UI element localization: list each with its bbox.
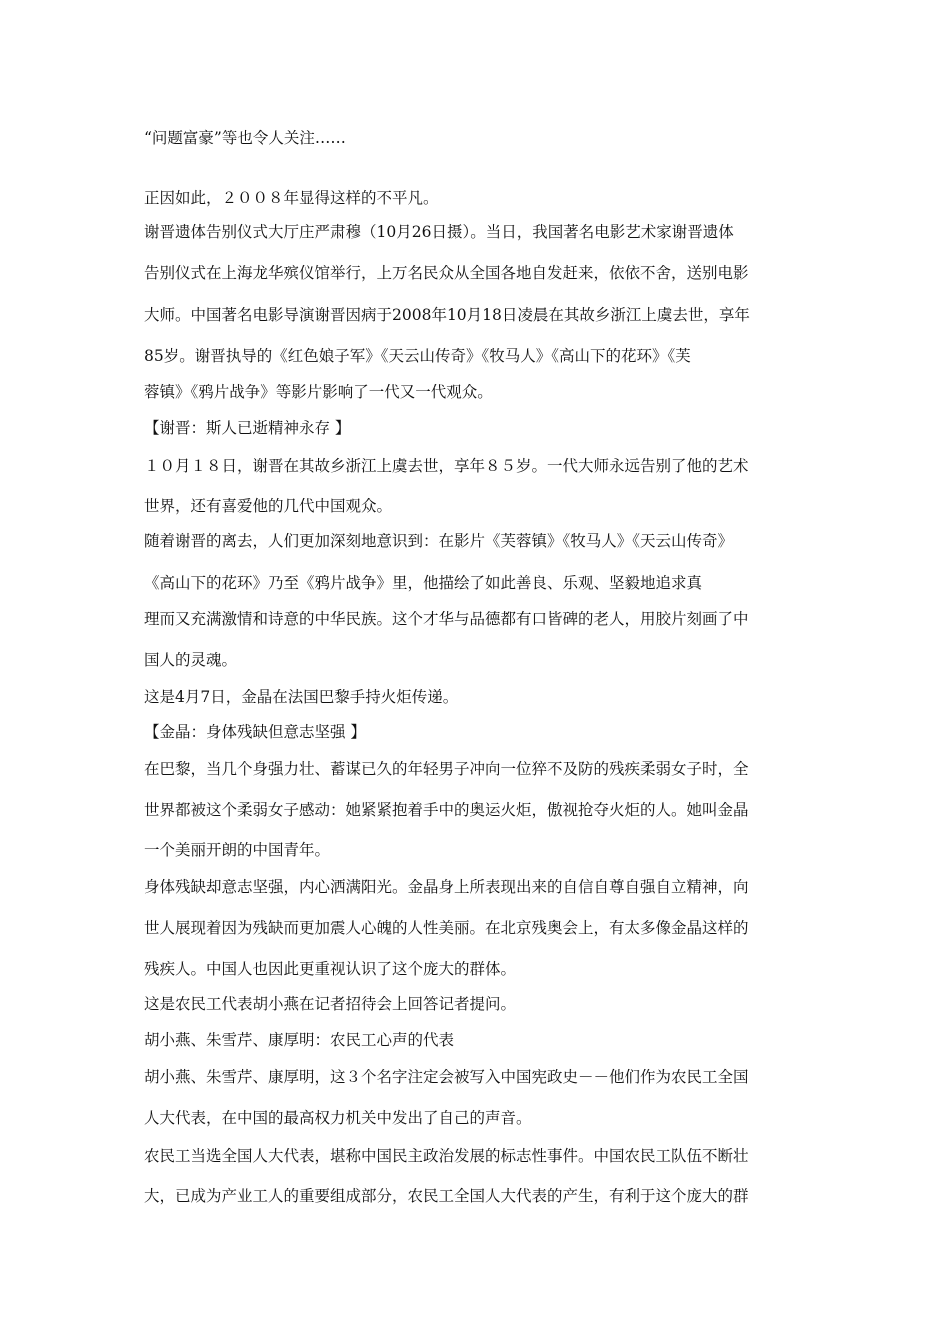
text-line: 85岁。谢晋执导的《红色娘子军》《天云山传奇》《牧马人》《高山下的花环》《芙 <box>144 347 691 365</box>
text-line: 谢晋遗体告别仪式大厅庄严肃穆（10月26日摄）。当日，我国著名电影艺术家谢晋遗体 <box>144 223 734 241</box>
text-line: 农民工当选全国人大代表，堪称中国民主政治发展的标志性事件。中国农民工队伍不断壮 <box>144 1147 749 1165</box>
text-line: 随着谢晋的离去，人们更加深刻地意识到：在影片《芙蓉镇》《牧马人》《天云山传奇》 <box>144 532 734 550</box>
text-line: 《高山下的花环》乃至《鸦片战争》里，他描绘了如此善良、乐观、坚毅地追求真 <box>144 574 703 592</box>
text-line: 这是4月7日，金晶在法国巴黎手持火炬传递。 <box>144 688 459 706</box>
text-line: “问题富豪”等也令人关注…… <box>144 129 346 147</box>
text-line: 身体残缺却意志坚强，内心洒满阳光。金晶身上所表现出来的自信自尊自强自立精神，向 <box>144 878 749 896</box>
text-line: 大，已成为产业工人的重要组成部分，农民工全国人大代表的产生，有利于这个庞大的群 <box>144 1187 749 1205</box>
text-line: 残疾人。中国人也因此更重视认识了这个庞大的群体。 <box>144 960 517 978</box>
text-line: 蓉镇》《鸦片战争》等影片影响了一代又一代观众。 <box>144 383 493 401</box>
text-line: 一个美丽开朗的中国青年。 <box>144 841 331 859</box>
text-line: 这是农民工代表胡小燕在记者招待会上回答记者提问。 <box>144 995 517 1013</box>
text-line: 正因如此，２００８年显得这样的不平凡。 <box>144 189 439 207</box>
section-heading: 【金晶：身体残缺但意志坚强 】 <box>144 723 366 741</box>
section-heading: 胡小燕、朱雪芹、康厚明：农民工心声的代表 <box>144 1031 455 1049</box>
text-line: 理而又充满激情和诗意的中华民族。这个才华与品德都有口皆碑的老人，用胶片刻画了中 <box>144 610 749 628</box>
text-line: 人大代表，在中国的最高权力机关中发出了自己的声音。 <box>144 1109 532 1127</box>
text-line: 胡小燕、朱雪芹、康厚明，这３个名字注定会被写入中国宪政史－－他们作为农民工全国 <box>144 1068 749 1086</box>
section-heading: 【谢晋：斯人已逝精神永存 】 <box>144 419 351 437</box>
text-line: 世界，还有喜爱他的几代中国观众。 <box>144 497 393 515</box>
text-line: 世人展现着因为残缺而更加震人心魄的人性美丽。在北京残奥会上，有太多像金晶这样的 <box>144 919 749 937</box>
text-line: 大师。中国著名电影导演谢晋因病于2008年10月18日凌晨在其故乡浙江上虞去世，享年 <box>144 306 750 324</box>
text-line: 世界都被这个柔弱女子感动：她紧紧抱着手中的奥运火炬，傲视抢夺火炬的人。她叫金晶 <box>144 801 749 819</box>
text-line: １０月１８日，谢晋在其故乡浙江上虞去世，享年８５岁。一代大师永远告别了他的艺术 <box>144 457 749 475</box>
text-line: 在巴黎，当几个身强力壮、蓄谋已久的年轻男子冲向一位猝不及防的残疾柔弱女子时，全 <box>144 760 749 778</box>
text-line: 告别仪式在上海龙华殡仪馆举行，上万名民众从全国各地自发赶来，依依不舍，送别电影 <box>144 264 749 282</box>
text-line: 国人的灵魂。 <box>144 651 238 669</box>
